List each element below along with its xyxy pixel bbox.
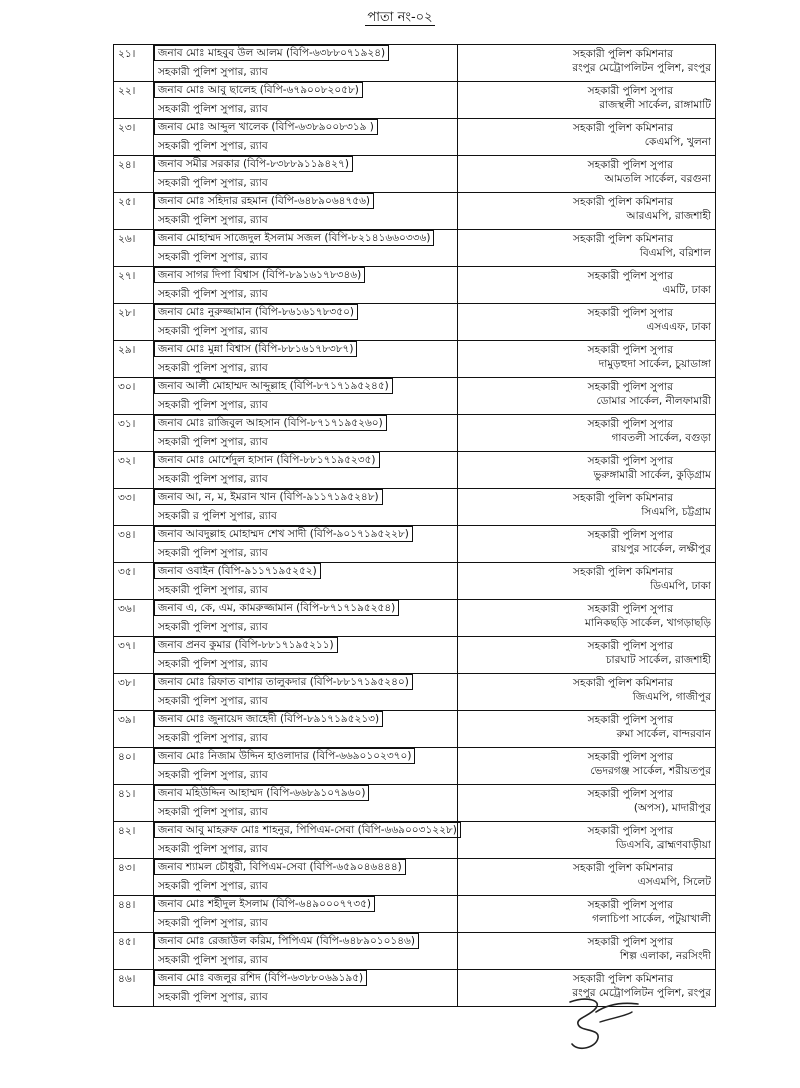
- posting-table-body: [114, 45, 716, 1007]
- current-posting: সহকারী পুলিশ সুপার, র‍্যাব: [158, 843, 268, 855]
- current-posting: সহকারী পুলিশ সুপার, র‍্যাব: [158, 658, 268, 670]
- new-post-title: সহকারী পুলিশ কমিশনার: [573, 48, 673, 60]
- current-posting: সহকারী র পুলিশ সুপার, র‍্যাব: [158, 510, 277, 522]
- new-post-place: আমতলি সার্কেল, বরগুনা: [604, 173, 711, 185]
- officer-cell: [154, 489, 458, 526]
- table-row: [114, 933, 716, 970]
- new-post-title: সহকারী পুলিশ সুপার: [587, 455, 673, 467]
- officer-cell: [154, 452, 458, 489]
- new-post-title: সহকারী পুলিশ সুপার: [587, 381, 673, 393]
- new-post-place: বিএমপি, বরিশাল: [639, 247, 711, 259]
- officer-cell: [154, 711, 458, 748]
- current-posting: সহকারী পুলিশ সুপার, র‍্যাব: [158, 769, 268, 781]
- serial-number-cell: ৪৬।: [114, 970, 154, 1007]
- serial-number-cell: ২৫।: [114, 193, 154, 230]
- table-row: [114, 748, 716, 785]
- current-posting: সহকারী পুলিশ সুপার, র‍্যাব: [158, 621, 268, 633]
- table-row: [114, 156, 716, 193]
- officer-name: জনাব শ্যামল চৌধুরী, বিপিএম-সেবা (বিপি-৬৫৯০৪৬৪৪৪): [154, 859, 406, 875]
- new-post-place: দামুড়হুদা সার্কেল, চুয়াডাঙ্গা: [598, 358, 711, 370]
- current-posting: সহকারী পুলিশ সুপার, র‍্যাব: [158, 288, 268, 300]
- serial-number-cell: ৪২।: [114, 822, 154, 859]
- new-post-place: মানিকছড়ি সার্কেল, খাগড়াছড়ি: [585, 617, 711, 629]
- new-posting-cell: [458, 711, 716, 748]
- new-posting-cell: [458, 193, 716, 230]
- table-row: [114, 230, 716, 267]
- current-posting: সহকারী পুলিশ সুপার, র‍্যাব: [158, 177, 268, 189]
- new-posting-cell: [458, 230, 716, 267]
- new-post-place: রংপুর মেট্রোপলিটন পুলিশ, রংপুর: [572, 987, 711, 999]
- new-post-title: সহকারী পুলিশ সুপার: [587, 751, 673, 763]
- new-post-title: সহকারী পুলিশ সুপার: [587, 159, 673, 171]
- serial-number-cell: ২২।: [114, 82, 154, 119]
- officer-name: জনাব মোঃ শহীদুল ইসলাম (বিপি-৬৪৯০০০৭৭৩৫): [154, 896, 375, 912]
- serial-number-cell: ২৩।: [114, 119, 154, 156]
- new-posting-cell: [458, 341, 716, 378]
- table-row: [114, 711, 716, 748]
- new-posting-cell: [458, 304, 716, 341]
- table-row: [114, 859, 716, 896]
- new-posting-cell: [458, 526, 716, 563]
- new-post-title: সহকারী পুলিশ সুপার: [587, 418, 673, 430]
- current-posting: সহকারী পুলিশ সুপার, র‍্যাব: [158, 547, 268, 559]
- new-posting-cell: [458, 785, 716, 822]
- serial-number-cell: ৩৪।: [114, 526, 154, 563]
- table-row: [114, 82, 716, 119]
- serial-number-cell: ৪০।: [114, 748, 154, 785]
- officer-cell: [154, 193, 458, 230]
- new-post-title: সহকারী পুলিশ সুপার: [587, 936, 673, 948]
- new-post-place: চারঘাট সার্কেল, রাজশাহী: [605, 654, 711, 666]
- new-posting-cell: [458, 674, 716, 711]
- new-post-place: রায়পুর সার্কেল, লক্ষীপুর: [611, 543, 711, 555]
- serial-number-cell: ২৮।: [114, 304, 154, 341]
- new-posting-cell: [458, 748, 716, 785]
- officer-name: জনাব মোঃ আবু ছালেহ (বিপি-৬৭৯০০৮২০৫৮): [154, 82, 363, 98]
- serial-number-cell: ৪৫।: [114, 933, 154, 970]
- current-posting: সহকারী পুলিশ সুপার, র‍্যাব: [158, 362, 268, 374]
- officer-name: জনাব সমীর সরকার (বিপি-৮৩৮৮৯১১৯৪২৭): [154, 156, 353, 172]
- current-posting: সহকারী পুলিশ সুপার, র‍্যাব: [158, 880, 268, 892]
- serial-number-cell: ২৯।: [114, 341, 154, 378]
- officer-name: জনাব মোঃ নুরুজ্জামান (বিপি-৮৬১৬১৭৮৩৫০): [154, 304, 358, 320]
- new-posting-cell: [458, 267, 716, 304]
- officer-name: জনাব মোঃ নিজাম উদ্দিন হাওলাদার (বিপি-৬৬৯০১০২৩৭০): [154, 748, 415, 764]
- serial-number-cell: ৩৮।: [114, 674, 154, 711]
- current-posting: সহকারী পুলিশ সুপার, র‍্যাব: [158, 66, 268, 78]
- table-row: [114, 267, 716, 304]
- officer-cell: [154, 748, 458, 785]
- officer-cell: [154, 896, 458, 933]
- new-post-place: ভেদরগঞ্জ সার্কেল, শরীয়তপুর: [590, 765, 711, 777]
- officer-name: জনাব মোঃ বজলুর রশিদ (বিপি-৬৩৮৮০৬৯১৯৫): [154, 970, 367, 986]
- new-post-title: সহকারী পুলিশ সুপার: [587, 788, 673, 800]
- serial-number-cell: ৩৭।: [114, 637, 154, 674]
- table-row: [114, 341, 716, 378]
- new-post-place: (অপস), মাদারীপুর: [633, 802, 711, 814]
- new-post-place: এসএএফ, ঢাকা: [646, 321, 711, 333]
- officer-cell: [154, 415, 458, 452]
- table-row: [114, 896, 716, 933]
- serial-number-cell: ৪৪।: [114, 896, 154, 933]
- new-post-title: সহকারী পুলিশ সুপার: [587, 344, 673, 356]
- table-row: [114, 822, 716, 859]
- current-posting: সহকারী পুলিশ সুপার, র‍্যাব: [158, 251, 268, 263]
- new-posting-cell: [458, 896, 716, 933]
- new-post-place: আরএমপি, রাজশাহী: [626, 210, 711, 222]
- new-post-place: ডিএসবি, ব্রাহ্মণবাড়ীয়া: [615, 839, 711, 851]
- new-post-title: সহকারী পুলিশ সুপার: [587, 714, 673, 726]
- new-post-place: রাজস্থলী সার্কেল, রাঙ্গামাটি: [599, 99, 711, 111]
- officer-name: জনাব মোঃ মাহবুব উল আলম (বিপি-৬৩৮৮০৭১৯২৪): [154, 45, 389, 61]
- new-post-title: সহকারী পুলিশ কমিশনার: [573, 122, 673, 134]
- new-posting-cell: [458, 82, 716, 119]
- officer-cell: [154, 600, 458, 637]
- officer-name: জনাব মহিউদ্দিন আহাম্মদ (বিপি-৬৬৮৯১০৭৯৬০): [154, 785, 369, 801]
- officer-cell: [154, 822, 458, 859]
- table-row: [114, 674, 716, 711]
- officer-cell: [154, 859, 458, 896]
- new-posting-cell: [458, 45, 716, 82]
- new-post-place: এসএমপি, সিলেট: [637, 876, 711, 888]
- officer-name: জনাব আ, ন, ম, ইমরান খান (বিপি-৯১১৭১৯৫২৪৮): [154, 489, 383, 505]
- new-post-place: কেএমপি, খুলনা: [644, 136, 711, 148]
- new-post-title: সহকারী পুলিশ কমিশনার: [573, 973, 673, 985]
- table-row: [114, 193, 716, 230]
- current-posting: সহকারী পুলিশ সুপার, র‍্যাব: [158, 732, 268, 744]
- officer-cell: [154, 563, 458, 600]
- officer-name: জনাব মোহাম্মদ সাজেদুল ইসলাম সজল (বিপি-৮২১৪১৬৬০৩৩৬): [154, 230, 434, 246]
- new-posting-cell: [458, 933, 716, 970]
- new-post-title: সহকারী পুলিশ কমিশনার: [573, 862, 673, 874]
- current-posting: সহকারী পুলিশ সুপার, র‍্যাব: [158, 695, 268, 707]
- current-posting: সহকারী পুলিশ সুপার, র‍্যাব: [158, 399, 268, 411]
- table-row: [114, 563, 716, 600]
- new-post-title: সহকারী পুলিশ কমিশনার: [573, 492, 673, 504]
- officer-name: জনাব আবু মাহরুফ মোঃ শাহনুর, পিপিএম-সেবা (বিপি-৬৬৯০০৩১২২৮): [154, 822, 461, 838]
- serial-number-cell: ৩৯।: [114, 711, 154, 748]
- new-post-place: সিএমপি, চট্টগ্রাম: [641, 506, 711, 518]
- officer-cell: [154, 970, 458, 1007]
- new-post-place: গলাচিপা সার্কেল, পটুয়াখালী: [592, 913, 711, 925]
- officer-cell: [154, 674, 458, 711]
- new-post-title: সহকারী পুলিশ কমিশনার: [573, 196, 673, 208]
- officer-cell: [154, 304, 458, 341]
- new-post-place: ডিএমপি, ঢাকা: [650, 580, 711, 592]
- officer-name: জনাব আলী মোহাম্মদ আব্দুল্লাহ (বিপি-৮৭১৭১৯৫২৪৫): [154, 378, 393, 394]
- new-post-title: সহকারী পুলিশ কমিশনার: [573, 566, 673, 578]
- handwritten-signature: [556, 994, 656, 1054]
- officer-name: জনাব মোঃ মোর্শেদুল হাসান (বিপি-৮৮১৭১৯৫২৩৫): [154, 452, 380, 468]
- serial-number-cell: ২৪।: [114, 156, 154, 193]
- new-post-title: সহকারী পুলিশ সুপার: [587, 307, 673, 319]
- new-posting-cell: [458, 563, 716, 600]
- serial-number-cell: ৪১।: [114, 785, 154, 822]
- table-row: [114, 600, 716, 637]
- table-row: [114, 415, 716, 452]
- serial-number-cell: ৪৩।: [114, 859, 154, 896]
- current-posting: সহকারী পুলিশ সুপার, র‍্যাব: [158, 917, 268, 929]
- serial-number-cell: ৩২।: [114, 452, 154, 489]
- new-post-place: এমটি, ঢাকা: [662, 284, 711, 296]
- table-row: [114, 452, 716, 489]
- officer-cell: [154, 45, 458, 82]
- officer-name: জনাব মোঃ জুনায়েদ জাহেদী (বিপি-৮৯১৭১৯৫২১৩): [154, 711, 383, 727]
- officer-cell: [154, 119, 458, 156]
- officer-cell: [154, 230, 458, 267]
- new-post-place: গাবতলী সার্কেল, বগুড়া: [611, 432, 711, 444]
- officer-cell: [154, 156, 458, 193]
- table-row: [114, 119, 716, 156]
- new-post-title: সহকারী পুলিশ সুপার: [587, 603, 673, 615]
- officer-cell: [154, 82, 458, 119]
- officer-name: জনাব এ, কে, এম, কামরুজ্জামান (বিপি-৮৭১৭১৯৫২৫৪): [154, 600, 399, 616]
- new-posting-cell: [458, 637, 716, 674]
- new-post-title: সহকারী পুলিশ সুপার: [587, 640, 673, 652]
- page-number-text: পাতা নং-০২: [367, 10, 433, 25]
- new-posting-cell: [458, 119, 716, 156]
- officer-name: জনাব আবদুল্লাহ মোহাম্মদ শেখ সাদী (বিপি-৯০১৭১৯৫২২৮): [154, 526, 413, 542]
- new-posting-cell: [458, 822, 716, 859]
- new-posting-cell: [458, 859, 716, 896]
- new-post-title: সহকারী পুলিশ সুপার: [587, 899, 673, 911]
- current-posting: সহকারী পুলিশ সুপার, র‍্যাব: [158, 584, 268, 596]
- new-post-title: সহকারী পুলিশ সুপার: [587, 270, 673, 282]
- new-posting-cell: [458, 156, 716, 193]
- officer-cell: [154, 526, 458, 563]
- serial-number-cell: ৩১।: [114, 415, 154, 452]
- current-posting: সহকারী পুলিশ সুপার, র‍্যাব: [158, 991, 268, 1003]
- officer-cell: [154, 637, 458, 674]
- new-post-place: ডোমার সার্কেল, নীলফামারী: [596, 395, 711, 407]
- new-post-place: জিএমপি, গাজীপুর: [632, 691, 711, 703]
- new-post-place: রুমা সার্কেল, বান্দরবান: [616, 728, 711, 740]
- new-post-place: শিল্প এলাকা, নরসিংদী: [620, 950, 711, 962]
- officer-name: জনাব মোঃ রাজিবুল আহসান (বিপি-৮৭১৭১৯৫২৬০): [154, 415, 387, 431]
- serial-number-cell: ২১।: [114, 45, 154, 82]
- table-row: [114, 785, 716, 822]
- table-row: [114, 526, 716, 563]
- current-posting: সহকারী পুলিশ সুপার, র‍্যাব: [158, 140, 268, 152]
- new-post-title: সহকারী পুলিশ সুপার: [587, 529, 673, 541]
- table-row: [114, 45, 716, 82]
- new-post-title: সহকারী পুলিশ সুপার: [587, 85, 673, 97]
- current-posting: সহকারী পুলিশ সুপার, র‍্যাব: [158, 806, 268, 818]
- new-posting-cell: [458, 452, 716, 489]
- table-row: [114, 489, 716, 526]
- current-posting: সহকারী পুলিশ সুপার, র‍্যাব: [158, 214, 268, 226]
- table-row: [114, 637, 716, 674]
- serial-number-cell: ২৭।: [114, 267, 154, 304]
- officer-name: জনাব মোঃ রেজাউল করিম, পিপিএম (বিপি-৬৪৮৯০১০১৪৬): [154, 933, 419, 949]
- serial-number-cell: ৩৬।: [114, 600, 154, 637]
- current-posting: সহকারী পুলিশ সুপার, র‍্যাব: [158, 436, 268, 448]
- posting-table: [113, 44, 716, 1007]
- table-row: [114, 378, 716, 415]
- serial-number-cell: ২৬।: [114, 230, 154, 267]
- officer-cell: [154, 341, 458, 378]
- officer-name: জনাব মোঃ মুন্না বিশ্বাস (বিপি-৮৮১৬১৭৮৩৮৭): [154, 341, 357, 357]
- new-post-title: সহকারী পুলিশ কমিশনার: [573, 233, 673, 245]
- new-post-place: রংপুর মেট্রোপলিটন পুলিশ, রংপুর: [572, 62, 711, 74]
- officer-name: জনাব মোঃ রিফাত বাশার তালুকদার (বিপি-৮৮১৭১৯৫২৪০): [154, 674, 413, 690]
- serial-number-cell: ৩৫।: [114, 563, 154, 600]
- officer-cell: [154, 785, 458, 822]
- current-posting: সহকারী পুলিশ সুপার, র‍্যাব: [158, 473, 268, 485]
- current-posting: সহকারী পুলিশ সুপার, র‍্যাব: [158, 325, 268, 337]
- table-row: [114, 304, 716, 341]
- new-posting-cell: [458, 489, 716, 526]
- officer-name: জনাব মোঃ আব্দুল খালেক (বিপি-৬৩৮৯০০৮৩১৯ ): [154, 119, 378, 135]
- new-post-title: সহকারী পুলিশ কমিশনার: [573, 677, 673, 689]
- officer-name: জনাব ওবাইন (বিপি-৯১১৭১৯৫২৫২): [154, 563, 321, 579]
- officer-name: জনাব সাগর দিপা বিশ্বাস (বিপি-৮৯১৬১৭৮৩৪৬): [154, 267, 365, 283]
- officer-name: জনাব প্রনব কুমার (বিপি-৮৮১৭১৯৫২১১): [154, 637, 338, 653]
- new-post-place: ভুরুঙ্গামারী সার্কেল, কুড়িগ্রাম: [593, 469, 711, 481]
- current-posting: সহকারী পুলিশ সুপার, র‍্যাব: [158, 954, 268, 966]
- officer-name: জনাব মোঃ সহিদার রহমান (বিপি-৬৪৮৯০৬৪৭৫৬): [154, 193, 374, 209]
- page-number-header: [0, 8, 800, 29]
- officer-cell: [154, 267, 458, 304]
- serial-number-cell: ৩০।: [114, 378, 154, 415]
- new-posting-cell: [458, 600, 716, 637]
- officer-cell: [154, 378, 458, 415]
- new-posting-cell: [458, 415, 716, 452]
- serial-number-cell: ৩৩।: [114, 489, 154, 526]
- new-posting-cell: [458, 378, 716, 415]
- officer-cell: [154, 933, 458, 970]
- current-posting: সহকারী পুলিশ সুপার, র‍্যাব: [158, 103, 268, 115]
- new-post-title: সহকারী পুলিশ সুপার: [587, 825, 673, 837]
